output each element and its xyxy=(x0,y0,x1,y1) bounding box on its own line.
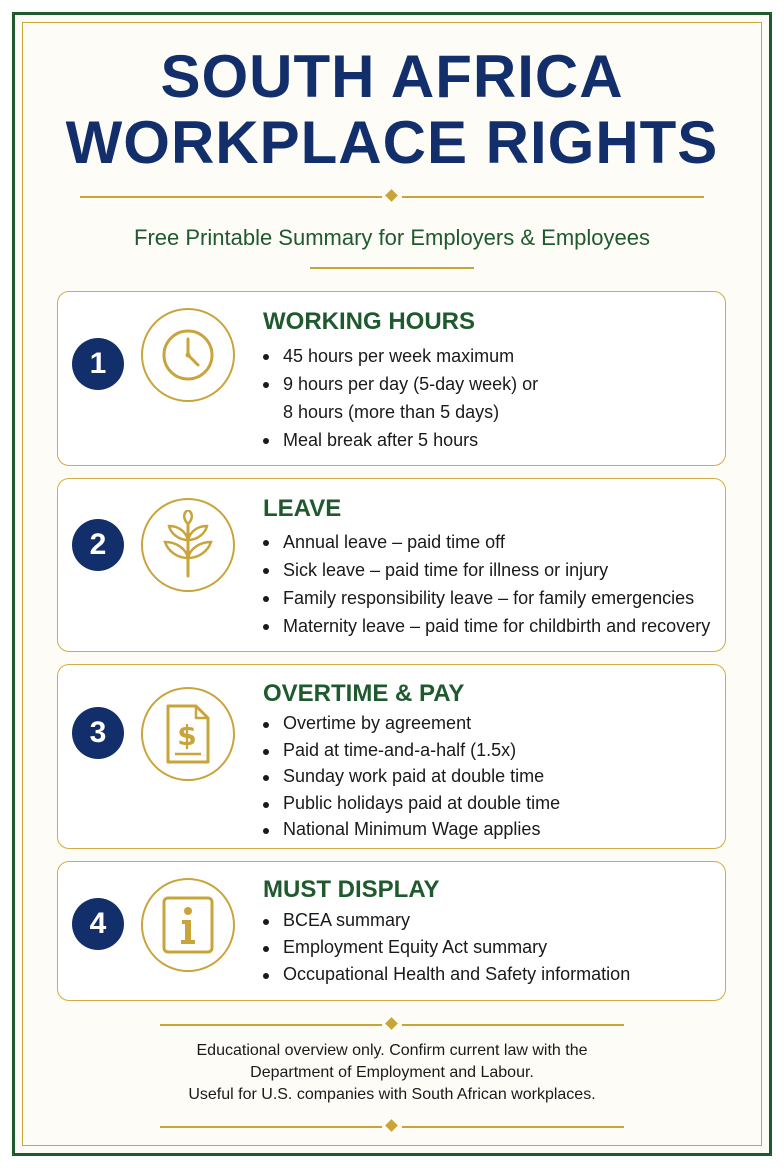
title-line-1: SOUTH AFRICA xyxy=(160,43,624,110)
section-bullets xyxy=(263,342,538,454)
bullet-item: National Minimum Wage applies xyxy=(263,816,560,843)
svg-text:$: $ xyxy=(177,719,197,752)
footer-note xyxy=(0,1040,784,1106)
footer-line: Educational overview only. Confirm current law with the xyxy=(196,1042,588,1059)
section-bullets xyxy=(263,528,710,640)
section-number-badge: 1 xyxy=(72,338,124,390)
subtitle-underline xyxy=(310,267,474,269)
bullet-item: Meal break after 5 hours xyxy=(263,426,538,454)
bullet-item: 45 hours per week maximum xyxy=(263,342,538,370)
section-title: OVERTIME & PAY xyxy=(263,680,465,707)
section-title: LEAVE xyxy=(263,495,342,522)
leaf-icon xyxy=(141,498,235,592)
section-number-badge: 2 xyxy=(72,519,124,571)
dollar-document-icon xyxy=(141,687,235,781)
section-number-badge: 3 xyxy=(72,707,124,759)
bullet-item: 9 hours per day (5-day week) or xyxy=(263,370,538,398)
section-leave xyxy=(57,478,726,652)
section-bullets xyxy=(263,710,560,843)
info-icon xyxy=(141,878,235,972)
section-bullets xyxy=(263,907,630,988)
section-title: MUST DISPLAY xyxy=(263,876,440,903)
bullet-item: Sick leave – paid time for illness or injury xyxy=(263,556,710,584)
page-title xyxy=(0,44,784,176)
section-overtime-pay xyxy=(57,664,726,849)
bullet-item: Maternity leave – paid time for childbirth and recovery xyxy=(263,612,710,640)
bullet-item: BCEA summary xyxy=(263,907,630,934)
footer-line: Useful for U.S. companies with South African workplaces. xyxy=(188,1086,596,1103)
bullet-item: Public holidays paid at double time xyxy=(263,790,560,817)
section-number-badge: 4 xyxy=(72,898,124,950)
bullet-item: Overtime by agreement xyxy=(263,710,560,737)
bullet-item: Family responsibility leave – for family emergencies xyxy=(263,584,710,612)
title-line-2: WORKPLACE RIGHTS xyxy=(65,109,719,176)
section-working-hours xyxy=(57,291,726,466)
bullet-item: Paid at time-and-a-half (1.5x) xyxy=(263,737,560,764)
bullet-item: Occupational Health and Safety information xyxy=(263,961,630,988)
clock-icon xyxy=(141,308,235,402)
bullet-item: Sunday work paid at double time xyxy=(263,763,560,790)
bullet-item-continued: 8 hours (more than 5 days) xyxy=(283,402,500,422)
bullet-item: Employment Equity Act summary xyxy=(263,934,630,961)
section-title: WORKING HOURS xyxy=(263,308,475,335)
subtitle: Free Printable Summary for Employers & Employees xyxy=(134,225,650,250)
bullet-item: Annual leave – paid time off xyxy=(263,528,710,556)
footer-line: Department of Employment and Labour. xyxy=(250,1064,534,1081)
section-must-display xyxy=(57,861,726,1001)
